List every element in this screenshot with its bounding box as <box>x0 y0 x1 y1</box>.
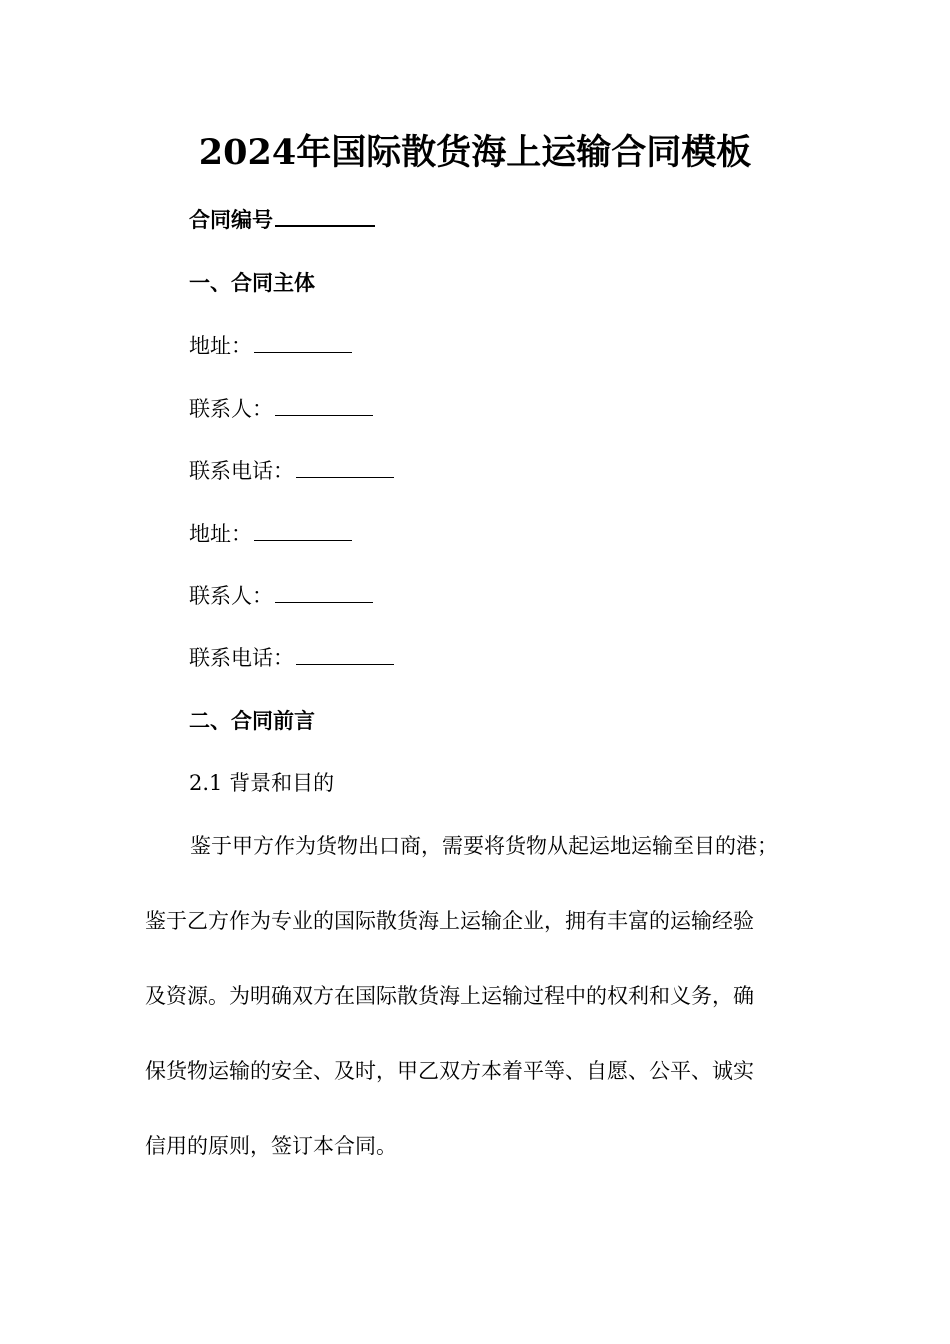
field-blank[interactable] <box>296 646 394 665</box>
field-label: 联系电话： <box>189 459 294 483</box>
field-label: 地址： <box>189 522 252 546</box>
field-label: 联系人： <box>189 397 273 421</box>
field-blank[interactable] <box>275 397 373 416</box>
field-label: 联系电话： <box>189 646 294 670</box>
paragraph-line: 鉴于乙方作为专业的国际散货海上运输企业，拥有丰富的运输经验 <box>145 909 754 933</box>
section2-subheading: 2.1 背景和目的 <box>189 771 335 795</box>
paragraph-line: 鉴于甲方作为货物出口商，需要将货物从起运地运输至目的港； <box>190 834 778 858</box>
field-blank[interactable] <box>254 334 352 353</box>
field-phone-1 <box>189 456 394 486</box>
field-contact-1 <box>189 394 373 424</box>
section2-heading: 二、合同前言 <box>189 708 315 733</box>
field-blank[interactable] <box>275 584 373 603</box>
field-blank[interactable] <box>296 459 394 478</box>
paragraph-line: 信用的原则，签订本合同。 <box>145 1134 397 1158</box>
field-address-2 <box>189 519 352 549</box>
contract-number-line <box>189 205 375 235</box>
document-title: 2024年国际散货海上运输合同模板 <box>198 132 752 173</box>
field-label: 地址： <box>189 334 252 358</box>
paragraph-line: 保货物运输的安全、及时，甲乙双方本着平等、自愿、公平、诚实 <box>145 1059 754 1083</box>
section1-heading: 一、合同主体 <box>189 270 315 295</box>
contract-number-label: 合同编号 <box>189 207 273 232</box>
field-label: 联系人： <box>189 584 273 608</box>
field-phone-2 <box>189 643 394 673</box>
contract-number-blank[interactable] <box>275 207 375 227</box>
field-contact-2 <box>189 581 373 611</box>
paragraph-line: 及资源。为明确双方在国际散货海上运输过程中的权利和义务，确 <box>145 984 754 1008</box>
field-address-1 <box>189 331 352 361</box>
field-blank[interactable] <box>254 522 352 541</box>
